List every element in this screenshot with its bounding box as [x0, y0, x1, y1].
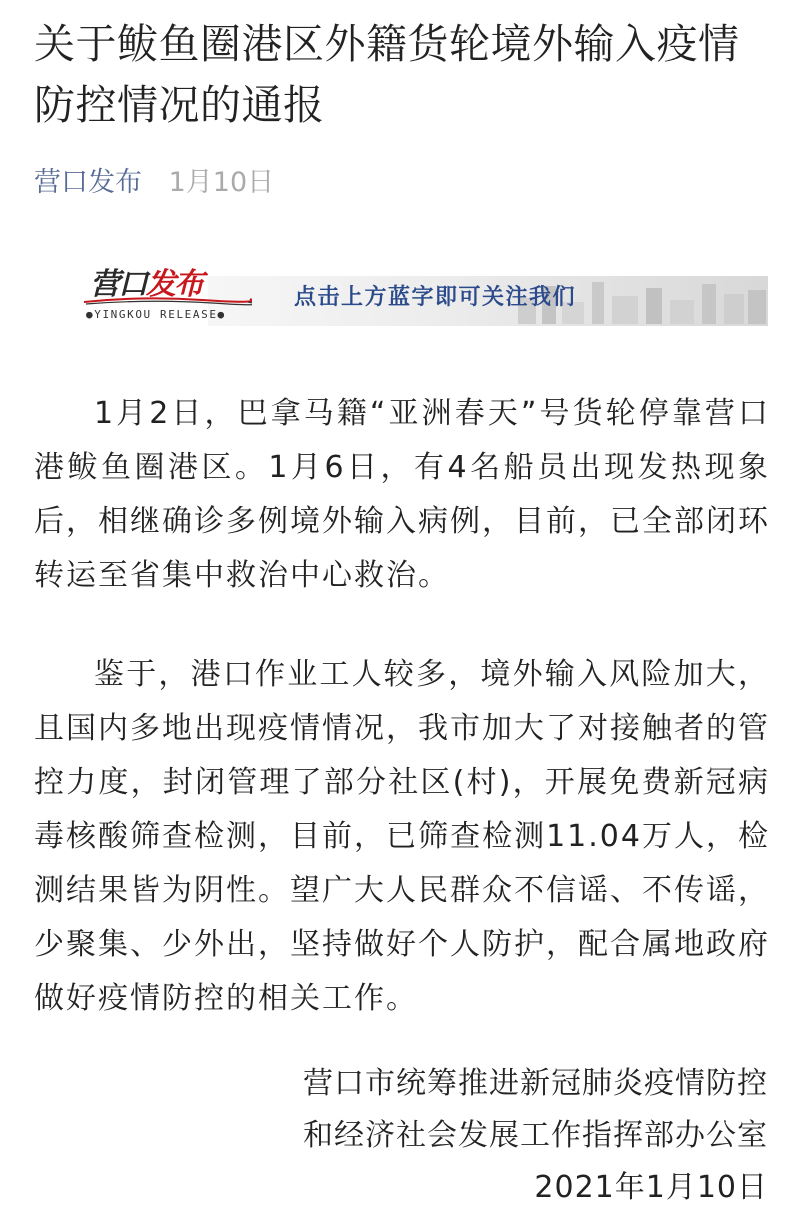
logo-subtitle: ●YINGKOU RELEASE● [86, 308, 226, 321]
yingkou-release-logo [82, 266, 252, 326]
signature-block [303, 1058, 768, 1214]
article-title: 关于鲅鱼圈港区外籍货轮境外输入疫情防控情况的通报 [34, 20, 740, 129]
body-paragraph-1: 1月2日，巴拿马籍“亚洲春天”号货轮停靠营口港鲅鱼圈港区。1月6日，有4名船员出现发热现象后，相继确诊多例境外输入病例，目前，已全部闭环转运至省集中救治中心救治。 [34, 396, 770, 593]
publish-date: 1月10日 [168, 167, 275, 198]
signature-line-2: 和经济社会发展工作指挥部办公室 [303, 1118, 768, 1153]
logo-text-fabu: 发布 [146, 267, 202, 302]
logo-text-yingkou: 营口 [90, 267, 146, 302]
signature-line-1: 营口市统筹推进新冠肺炎疫情防控 [303, 1066, 768, 1101]
follow-banner[interactable] [68, 262, 768, 328]
account-name-link[interactable]: 营口发布 [34, 167, 142, 198]
signature-date: 2021年1月10日 [534, 1170, 768, 1205]
follow-slogan: 点击上方蓝字即可关注我们 [294, 285, 577, 310]
logo-swoosh-icon [82, 296, 252, 306]
body-paragraph-2: 鉴于，港口作业工人较多，境外输入风险加大，且国内多地出现疫情情况，我市加大了对接触者的管控力度，封闭管理了部分社区(村)，开展免费新冠病毒核酸筛查检测，目前，已筛查检测11.04万人，检测结果皆为阴性。望广大人民群众不信谣、不传谣，少聚集、少外出，坚持做好个人防护，配合属地政府做好疫情防控的相关工作。 [34, 657, 770, 1016]
article-meta [34, 163, 274, 203]
